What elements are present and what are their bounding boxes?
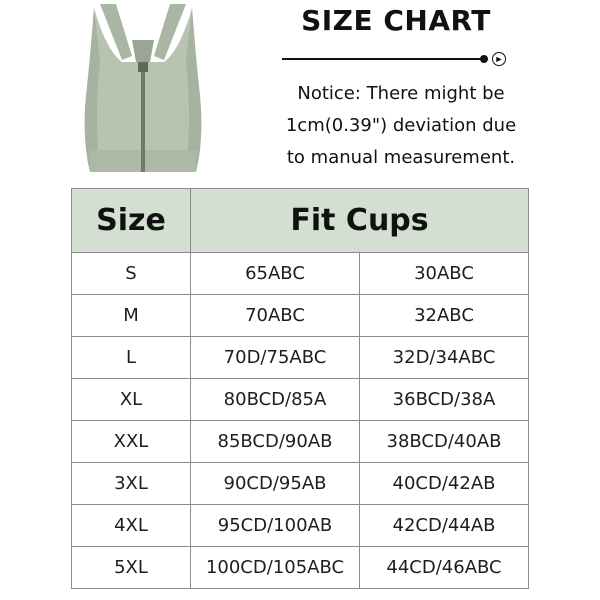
cell-size: L (72, 337, 191, 379)
cell-us: 32ABC (360, 295, 529, 337)
header-size: Size (72, 189, 191, 253)
cell-eu: 100CD/105ABC (191, 547, 360, 589)
size-chart-title: SIZE CHART (301, 4, 491, 37)
sports-bra-image (72, 0, 214, 178)
cell-eu: 80BCD/85A (191, 379, 360, 421)
cell-us: 42CD/44AB (360, 505, 529, 547)
cell-size: M (72, 295, 191, 337)
table-row (72, 421, 529, 463)
header-fit-cups: Fit Cups (191, 189, 529, 253)
cell-us: 36BCD/38A (360, 379, 529, 421)
cell-size: 4XL (72, 505, 191, 547)
table-row (72, 547, 529, 589)
cell-size: 3XL (72, 463, 191, 505)
cell-us: 30ABC (360, 253, 529, 295)
notice-line-3: to manual measurement. (286, 147, 516, 168)
table-row (72, 505, 529, 547)
table-row (72, 337, 529, 379)
table-row (72, 379, 529, 421)
cell-us: 32D/34ABC (360, 337, 529, 379)
cell-size: S (72, 253, 191, 295)
chevron-right-icon: ► (492, 52, 506, 66)
cell-us: 38BCD/40AB (360, 421, 529, 463)
table-row (72, 253, 529, 295)
size-table (71, 188, 529, 589)
cell-eu: 95CD/100AB (191, 505, 360, 547)
cell-eu: 70D/75ABC (191, 337, 360, 379)
underline-dot-icon (480, 55, 488, 63)
title-underline (282, 58, 482, 60)
cell-size: XXL (72, 421, 191, 463)
cell-eu: 70ABC (191, 295, 360, 337)
cell-size: 5XL (72, 547, 191, 589)
notice-text (278, 78, 524, 174)
table-row (72, 295, 529, 337)
cell-size: XL (72, 379, 191, 421)
notice-line-2: 1cm(0.39") deviation due (285, 115, 517, 136)
cell-us: 40CD/42AB (360, 463, 529, 505)
notice-line-1: Notice: There might be (297, 83, 505, 104)
cell-eu: 85BCD/90AB (191, 421, 360, 463)
table-header-row (72, 189, 529, 253)
table-row (72, 463, 529, 505)
cell-us: 44CD/46ABC (360, 547, 529, 589)
cell-eu: 65ABC (191, 253, 360, 295)
cell-eu: 90CD/95AB (191, 463, 360, 505)
